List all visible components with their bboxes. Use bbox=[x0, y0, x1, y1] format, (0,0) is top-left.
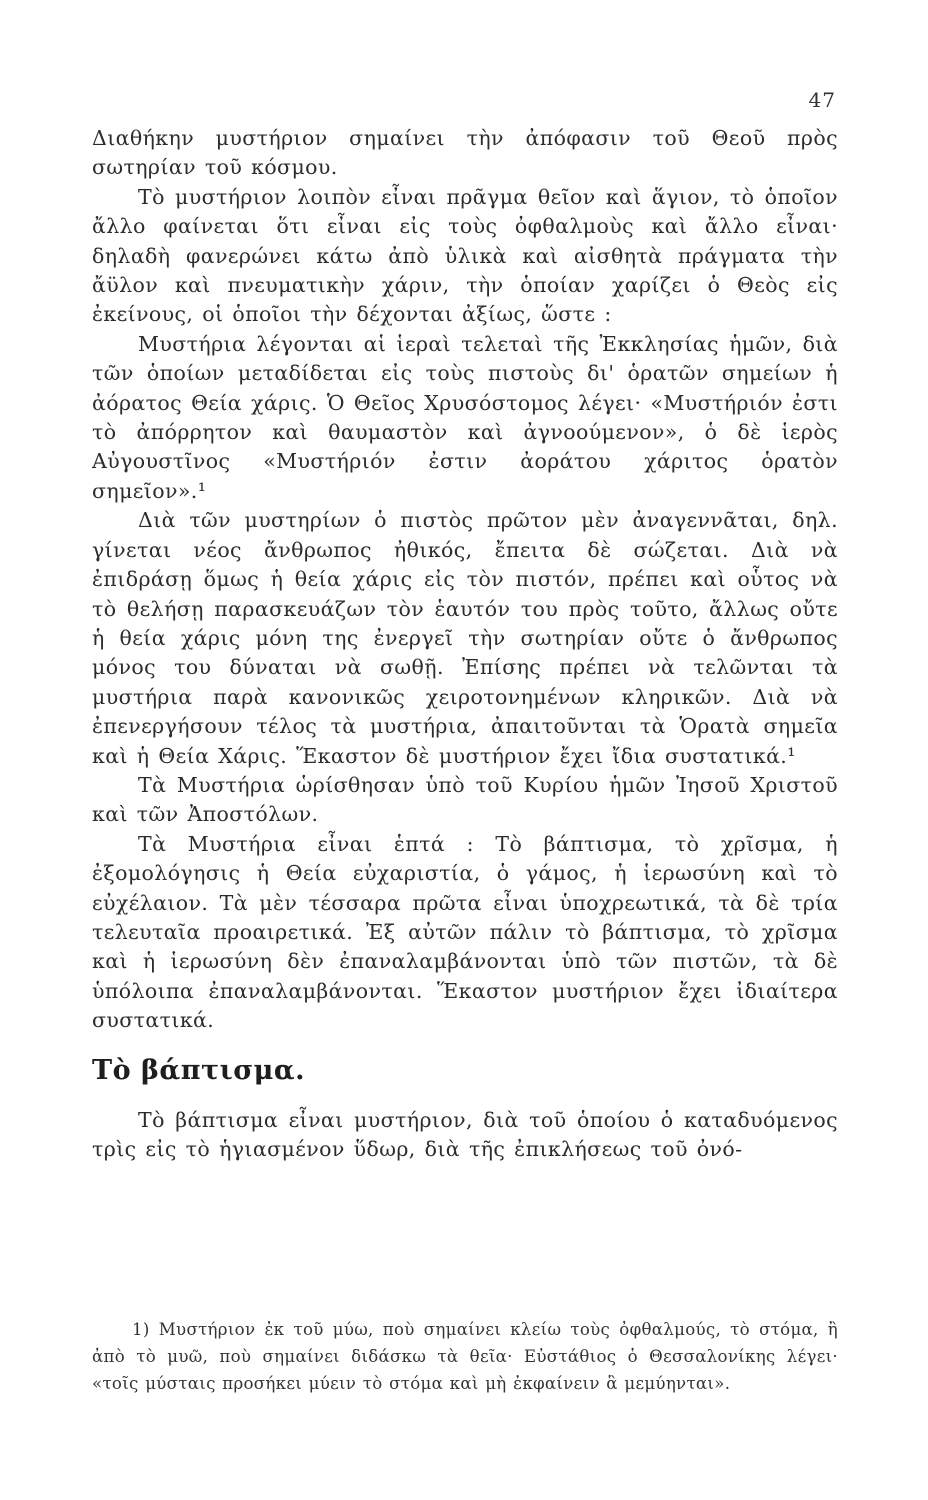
paragraph-through-mysteries: Διὰ τῶν μυστηρίων ὁ πιστὸς πρῶτον μὲν ἀναγεννᾶται, δηλ. γίνεται νέος ἄνθρωπος ἠθικός, ἔπειτα δὲ σώζεται. Διὰ νὰ ἐπιδράσῃ ὅμως ἡ θεία χάρις εἰς τὸν πιστόν, πρέπει καὶ οὗτος νὰ τὸ θελήσῃ παρασκευάζων τὸν ἑαυτόν του πρὸς τοῦτο, ἄλλως οὔτε ἡ θεία χάρις μόνη της ἐνεργεῖ τὴν σωτηρίαν οὔτε ὁ ἄνθρωπος μόνος του δύναται νὰ σωθῇ. Ἐπίσης πρέπει νὰ τελῶνται τὰ μυστήρια παρὰ κανονικῶς χειροτονημένων κληρικῶν. Διὰ νὰ ἐπενεργήσουν τέλος τὰ μυστήρια, ἀπαιτοῦνται τὰ Ὁρατὰ σημεῖα καὶ ἡ Θεία Χάρις. Ἕκαστον δὲ μυστήριον ἔχει ἴδια συστατικά.¹ bbox=[92, 508, 838, 768]
paragraph-seven-mysteries: Τὰ Μυστήρια εἶναι ἑπτά : Τὸ βάπτισμα, τὸ χρῖσμα, ἡ ἐξομολόγησις ἡ Θεία εὐχαριστία, ὁ γάμος, ἡ ἱερωσύνη καὶ τὸ εὐχέλαιον. Τὰ μὲν τέσσαρα πρῶτα εἶναι ὑποχρεωτικά, τὰ δὲ τρία τελευταῖα προαιρετικά. Ἐξ αὐτῶν πάλιν τὸ βάπτισμα, τὸ χρῖσμα καὶ ἡ ἱερωσύνη δὲν ἐπαναλαμβάνονται ὑπὸ τῶν πιστῶν, τὰ δὲ ὑπόλοιπα ἐπαναλαμβάνονται. Ἕκαστον μυστήριον ἔχει ἰδιαίτερα συστατικά. bbox=[92, 831, 838, 1033]
main-text bbox=[92, 124, 838, 1164]
paragraph-baptism: Τὸ βάπτισμα εἶναι μυστήριον, διὰ τοῦ ὁποίου ὁ καταδυόμενος τρὶς εἰς τὸ ἡγιασμένον ὕδωρ, διὰ τῆς ἐπικλήσεως τοῦ ὀνό- bbox=[92, 1107, 838, 1161]
paragraph-mystery-definition: Τὸ μυστήριον λοιπὸν εἶναι πρᾶγμα θεῖον καὶ ἅγιον, τὸ ὁποῖον ἄλλο φαίνεται ὅτι εἶναι εἰς τοὺς ὀφθαλμοὺς καὶ ἄλλο εἶναι· δηλαδὴ φανερώνει κάτω ἀπὸ ὑλικὰ καὶ αἰσθητὰ πράγματα τὴν ἄϋλον καὶ πνευματικὴν χάριν, τὴν ὁποίαν χαρίζει ὁ Θεὸς εἰς ἐκείνους, οἱ ὁποῖοι τὴν δέχονται ἀξίως, ὥστε : bbox=[92, 184, 838, 327]
section-heading-baptism: Τὸ βάπτισμα. bbox=[92, 1054, 306, 1086]
footnote-1: 1) Μυστήριον ἐκ τοῦ μύω, ποὺ σημαίνει κλείω τοὺς ὀφθαλμούς, τὸ στόμα, ἢ ἀπὸ τὸ μυῶ, ποὺ σημαίνει διδάσκω τὰ θεῖα· Εὐστάθιος ὁ Θεσσαλονίκης λέγει· «τοῖς μύσταις προσήκει μύειν τὸ στόμα καὶ μὴ ἐκφαίνειν ἃ μεμύηνται». bbox=[92, 1320, 838, 1394]
footnotes bbox=[92, 1316, 838, 1398]
page-number: 47 bbox=[808, 88, 836, 112]
paragraph-continuation: Διαθήκην μυστήριον σημαίνει τὴν ἀπόφασιν τοῦ Θεοῦ πρὸς σωτηρίαν τοῦ κόσμου. bbox=[92, 126, 838, 180]
paragraph-mysteries-rites: Μυστήρια λέγονται αἱ ἱεραὶ τελεταὶ τῆς Ἐκκλησίας ἡμῶν, διὰ τῶν ὁποίων μεταδίδεται εἰς τοὺς πιστοὺς δι' ὁρατῶν σημείων ἡ ἀόρατος Θεία χάρις. Ὁ Θεῖος Χρυσόστομος λέγει· «Μυστήριόν ἐστι τὸ ἀπόρρητον καὶ θαυμαστὸν καὶ ἀγνοούμενον», ὁ δὲ ἱερὸς Αὐγουστῖνος «Μυστήριόν ἐστιν ἀοράτου χάριτος ὁρατὸν σημεῖον».¹ bbox=[92, 331, 838, 503]
paragraph-instituted: Τὰ Μυστήρια ὡρίσθησαν ὑπὸ τοῦ Κυρίου ἡμῶν Ἰησοῦ Χριστοῦ καὶ τῶν Ἀποστόλων. bbox=[92, 772, 838, 827]
